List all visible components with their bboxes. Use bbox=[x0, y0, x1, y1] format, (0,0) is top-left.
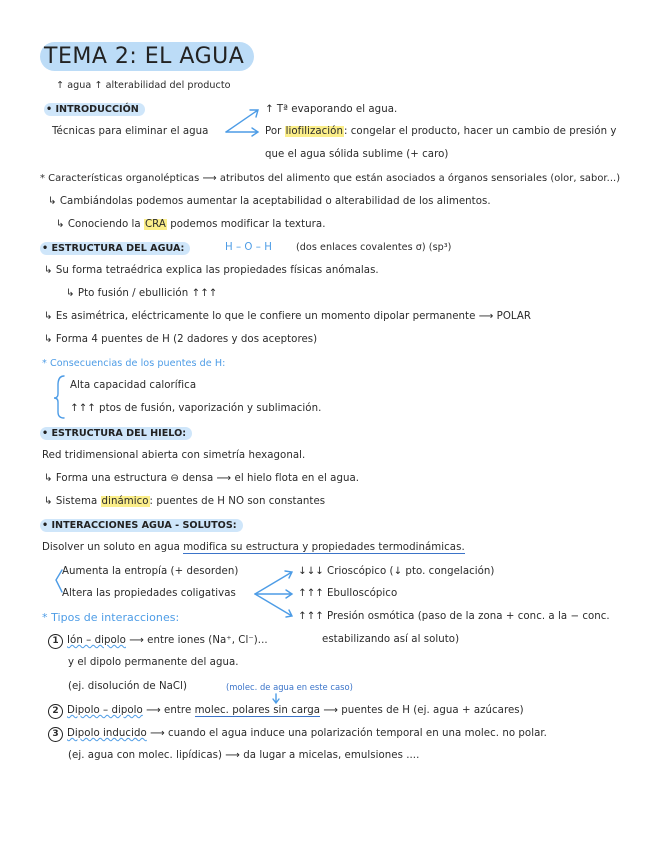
tipo-1-cont: y el dipolo permanente del agua. bbox=[68, 657, 239, 668]
number-badge-1: 1 bbox=[48, 634, 63, 649]
coligativa-1: ↓↓↓ Crioscópico (↓ pto. congelación) bbox=[298, 566, 495, 577]
tipo-3: 3 Dipolo inducido ⟶ cuando el agua induce una polarización temporal en una molec. no polar. bbox=[48, 727, 547, 742]
coligativa-arrow-down-icon bbox=[255, 594, 292, 617]
agua-line-2: ↳ Pto fusión / ebullición ↑↑↑ bbox=[66, 288, 218, 299]
section-introduccion: • INTRODUCCIÓN bbox=[44, 103, 145, 116]
agua-line-3: ↳ Es asimétrica, eléctricamente lo que le confiere un momento dipolar permanente ⟶ POLAR bbox=[44, 311, 532, 322]
section-estructura-agua: • ESTRUCTURA DEL AGUA: bbox=[40, 242, 190, 255]
consecuencias-line-1: Alta capacidad calorífica bbox=[70, 380, 197, 391]
water-formula-note: (dos enlaces covalentes σ) (sp³) bbox=[296, 242, 452, 253]
intro-arrow-up-icon bbox=[226, 110, 258, 132]
section-interacciones: • INTERACCIONES AGUA - SOLUTOS: bbox=[40, 519, 243, 532]
interacciones-left-2: Altera las propiedades coligativas bbox=[62, 588, 236, 599]
coligativa-arrow-mid-icon bbox=[255, 590, 292, 598]
coligativa-2: ↑↑↑ Ebulloscópico bbox=[298, 588, 398, 599]
tipo-1-note: (molec. de agua en este caso) bbox=[226, 682, 353, 692]
number-badge-3: 3 bbox=[48, 727, 63, 742]
intro-item-2: Por liofilización: congelar el producto, hacer un cambio de presión y bbox=[265, 126, 617, 137]
organo-line-2: ↳ Cambiándolas podemos aumentar la aceptabilidad o alterabilidad de los alimentos. bbox=[48, 196, 491, 207]
coligativa-arrow-up-icon bbox=[255, 571, 292, 594]
interacciones-line-1: Disolver un soluto en agua modifica su estructura y propiedades termodinámicas. bbox=[42, 542, 465, 553]
note-arrow-down-icon bbox=[273, 694, 279, 703]
consecuencias-header: * Consecuencias de los puentes de H: bbox=[42, 358, 226, 369]
tipo-1-example: (ej. disolución de NaCl) bbox=[68, 681, 187, 692]
intro-item-1: ↑ Tª evaporando el agua. bbox=[265, 104, 398, 115]
subtitle: ↑ agua ↑ alterabilidad del producto bbox=[56, 80, 231, 91]
organo-line-3: ↳ Conociendo la CRA podemos modificar la textura. bbox=[56, 219, 326, 230]
organo-line-1: * Características organolépticas ⟶ atributos del alimento que están asociados a órganos sensoriales (olor, sabor...) bbox=[40, 173, 621, 184]
intro-arrow-down-icon bbox=[226, 128, 258, 136]
coligativa-3-cont: estabilizando así al soluto) bbox=[322, 634, 460, 645]
water-formula: H – O – H bbox=[225, 242, 272, 253]
tipos-header: * Tipos de interacciones: bbox=[42, 611, 180, 624]
hielo-line-3: ↳ Sistema dinámico: puentes de H NO son constantes bbox=[44, 496, 326, 507]
consecuencias-line-2: ↑↑↑ ptos de fusión, vaporización y sublimación. bbox=[70, 403, 322, 414]
tipo-2: 2 Dipolo – dipolo ⟶ entre molec. polares sin carga ⟶ puentes de H (ej. agua + azúcares) bbox=[48, 704, 524, 719]
agua-line-1: ↳ Su forma tetraédrica explica las propiedades físicas anómalas. bbox=[44, 265, 379, 276]
tipo-1: 1 Ión – dipolo ⟶ entre iones (Na⁺, Cl⁻)... bbox=[48, 634, 268, 649]
number-badge-2: 2 bbox=[48, 704, 63, 719]
coligativa-3: ↑↑↑ Presión osmótica (paso de la zona + conc. a la − conc. bbox=[298, 611, 610, 622]
consecuencias-brace-icon bbox=[54, 376, 64, 418]
interacciones-left-1: Aumenta la entropía (+ desorden) bbox=[62, 566, 239, 577]
agua-line-4: ↳ Forma 4 puentes de H (2 dadores y dos aceptores) bbox=[44, 334, 318, 345]
tipo-3-cont: (ej. agua con molec. lipídicas) ⟶ da lugar a micelas, emulsiones .... bbox=[68, 750, 420, 761]
section-estructura-hielo: • ESTRUCTURA DEL HIELO: bbox=[40, 427, 192, 440]
intro-left: Técnicas para eliminar el agua bbox=[52, 126, 209, 137]
hielo-line-2: ↳ Forma una estructura ⊖ densa ⟶ el hielo flota en el agua. bbox=[44, 473, 360, 484]
intro-item-2-cont: que el agua sólida sublime (+ caro) bbox=[265, 149, 449, 160]
page-title: TEMA 2: EL AGUA bbox=[40, 42, 254, 71]
hielo-line-1: Red tridimensional abierta con simetría hexagonal. bbox=[42, 450, 306, 461]
